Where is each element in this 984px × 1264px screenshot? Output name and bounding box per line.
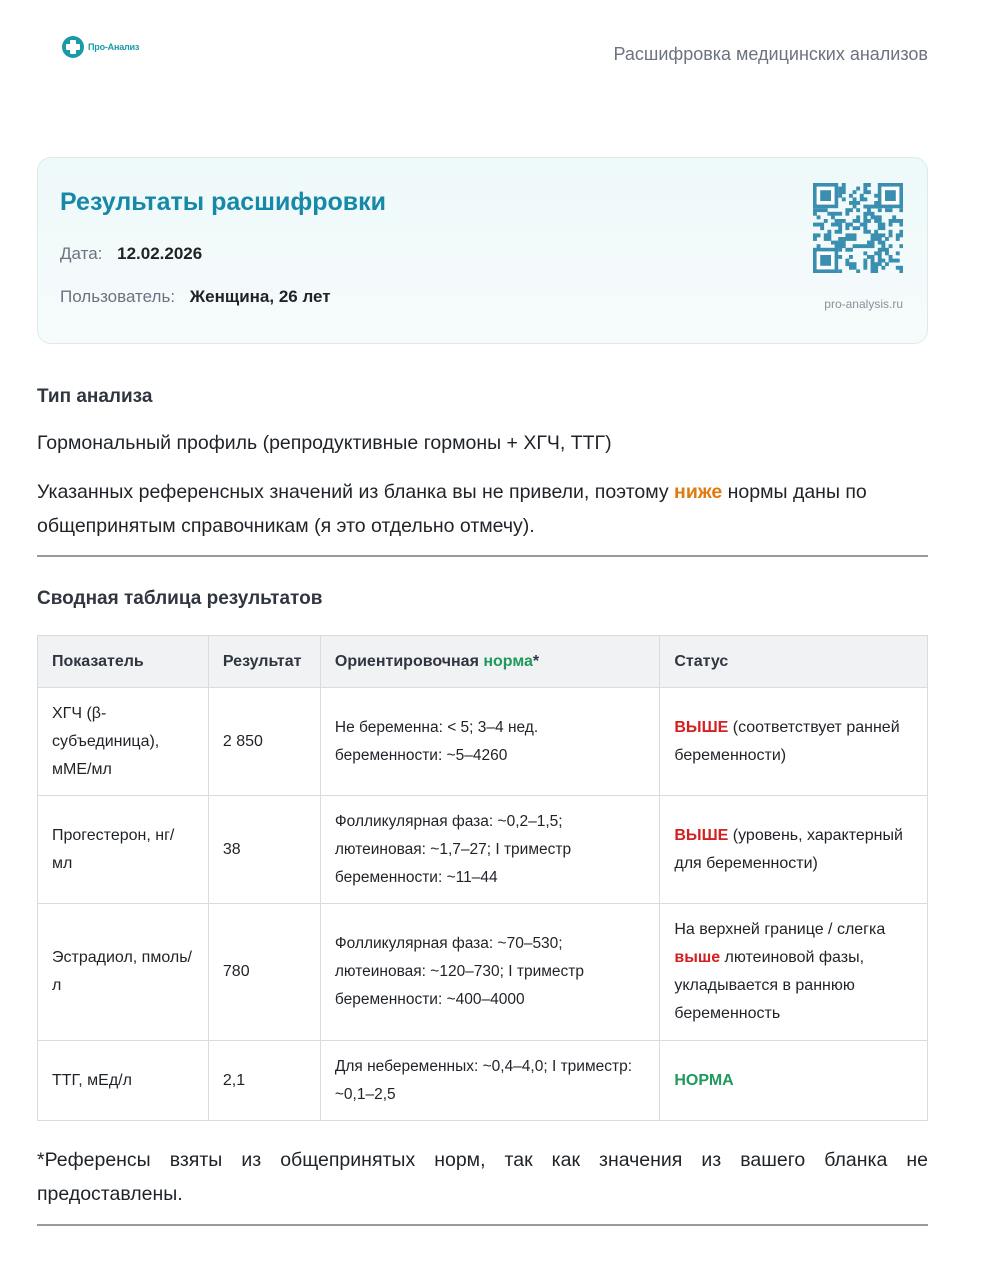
analysis-type-value: Гормональный профиль (репродуктивные гормоны + ХГЧ, ТТГ)	[37, 432, 612, 454]
logo-text: Про-Анализ	[88, 42, 140, 52]
reference-note	[37, 475, 928, 543]
status-cell	[660, 1041, 928, 1121]
status-post: лютеиновой фазы, укладывается в раннюю беременность	[674, 949, 865, 1022]
user-row	[60, 287, 331, 307]
col-result: Результат	[208, 636, 320, 688]
status-cell	[660, 796, 928, 904]
results-table	[37, 635, 928, 1121]
user-value: Женщина, 26 лет	[189, 287, 331, 306]
indicator-cell: ТТГ, мЕд/л	[38, 1041, 209, 1121]
summary-heading: Сводная таблица результатов	[37, 588, 323, 609]
status-cell	[660, 688, 928, 796]
col-status: Статус	[660, 636, 928, 688]
note-highlight: ниже	[674, 481, 723, 503]
result-cell: 2,1	[208, 1041, 320, 1121]
reference-cell: Не беременна: < 5; 3–4 нед. беременности: ~5–4260	[320, 688, 659, 796]
status-flag: выше	[674, 949, 721, 966]
medical-cross-icon	[62, 36, 84, 58]
result-card	[37, 157, 928, 344]
status-cell	[660, 904, 928, 1041]
result-cell: 2 850	[208, 688, 320, 796]
reference-cell: Для небеременных: ~0,4–4,0; I триместр: ~0,1–2,5	[320, 1041, 659, 1121]
table-row	[38, 1041, 928, 1121]
qr-code-icon[interactable]	[813, 183, 903, 273]
date-row	[60, 244, 202, 264]
status-flag: ВЫШЕ	[674, 718, 729, 736]
user-label: Пользователь:	[60, 287, 176, 306]
status-pre: На верхней границе / слегка	[674, 921, 886, 938]
reference-cell: Фолликулярная фаза: ~0,2–1,5; лютеиновая: ~1,7–27; I триместр беременности: ~11–44	[320, 796, 659, 904]
date-label: Дата:	[60, 244, 103, 263]
status-flag: ВЫШЕ	[674, 826, 729, 844]
divider	[37, 555, 928, 557]
qr-caption: pro-analysis.ru	[824, 297, 903, 311]
indicator-cell: ХГЧ (β-субъединица), мМЕ/мл	[38, 688, 209, 796]
result-cell: 780	[208, 904, 320, 1041]
status-flag: НОРМА	[674, 1071, 734, 1089]
table-row	[38, 904, 928, 1041]
col-norm-prefix: Ориентировочная	[334, 652, 484, 670]
date-value: 12.02.2026	[117, 244, 203, 263]
result-cell: 38	[208, 796, 320, 904]
divider	[37, 1224, 928, 1226]
col-indicator: Показатель	[38, 636, 209, 688]
indicator-cell: Прогестерон, нг/мл	[38, 796, 209, 904]
brand-logo[interactable]	[62, 36, 139, 58]
header-title: Расшифровка медицинских анализов	[613, 44, 928, 64]
table-row	[38, 688, 928, 796]
col-norm-word: норма	[483, 652, 533, 670]
table-header-row	[38, 636, 928, 688]
note-text-after: нормы даны по общепринятым справочникам (я это отдельно отмечу).	[37, 481, 867, 537]
card-title: Результаты расшифровки	[60, 188, 387, 216]
note-text-before: Указанных референсных значений из бланка вы не привели, поэтому	[37, 481, 675, 503]
col-norm	[320, 636, 659, 688]
analysis-type-heading: Тип анализа	[37, 386, 153, 407]
status-post: (уровень, характерный для беременности)	[674, 826, 903, 872]
table-row	[38, 796, 928, 904]
footnote: *Референсы взяты из общепринятых норм, так как значения из вашего бланка не предоставлены.	[37, 1149, 928, 1205]
indicator-cell: Эстрадиол, пмоль/л	[38, 904, 209, 1041]
status-post: (соответствует ранней беременности)	[674, 718, 900, 764]
col-norm-suffix: *	[532, 652, 540, 670]
reference-cell: Фолликулярная фаза: ~70–530; лютеиновая: ~120–730; I триместр беременности: ~400–4000	[320, 904, 659, 1041]
